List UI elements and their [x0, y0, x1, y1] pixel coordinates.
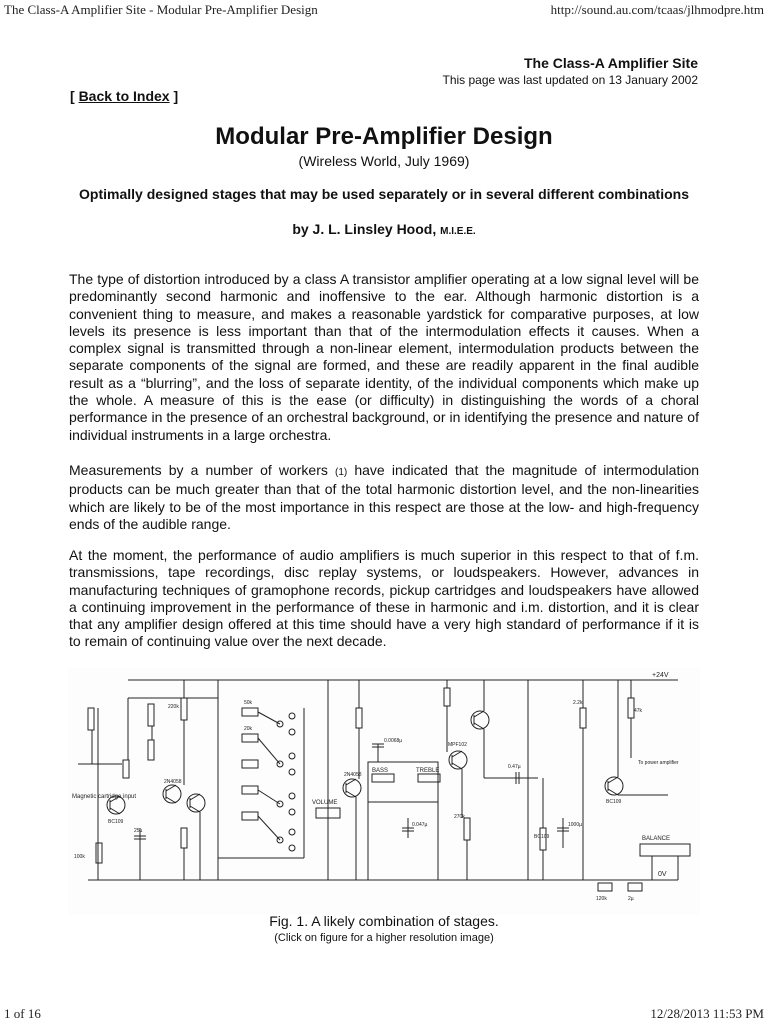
- byline: [0, 221, 768, 237]
- paragraph-2-start: Measurements by a number of workers: [69, 462, 328, 478]
- label-r8: 270k: [454, 814, 465, 820]
- label-supply: +24V: [652, 672, 669, 679]
- print-date: 12/28/2013 11:53 PM: [650, 1006, 764, 1021]
- print-page-url: http://sound.au.com/tcaas/jlhmodpre.htm: [550, 2, 764, 17]
- label-c6: 1000µ: [568, 822, 583, 828]
- paragraph-2-end: have indicated that the magnitude of intermodulation products can be much greater than that of the total harmonic distortion level, and the non-linearities which are likely to be of the most importance in this respect are those at the low- and high-frequency ends of the audible range.: [69, 462, 700, 532]
- label-r5: 47k: [634, 708, 643, 714]
- paragraph-3: At the moment, the performance of audio amplifiers is much superior in this respect to that of f.m. transmissions, tape recordings, disc replay systems, or loudspeakers. However, advances in manufacturing techniques of gramophone records, pickup cartridges and loudspeakers have allowed a continuing improvement in the performance of these in harmonic and i.m. distortion, and it is clear that any amplifier design offered at this time should have a very high standard of performance if it is to remain of continuing value over the next decade.: [69, 547, 699, 650]
- label-tr2: 2N4058: [164, 779, 182, 785]
- reference-marker[interactable]: (1): [335, 467, 348, 478]
- label-tr4: 2N4058: [344, 772, 362, 778]
- open-bracket: [: [70, 88, 75, 104]
- treble-pot: [418, 774, 440, 782]
- label-c1: 25µ: [134, 828, 143, 834]
- input-stage: [72, 680, 218, 880]
- label-tr3: BC109: [534, 834, 550, 840]
- print-footer: [0, 1004, 768, 1024]
- close-bracket: ]: [173, 88, 179, 104]
- back-to-index-link[interactable]: Back to Index: [78, 88, 170, 104]
- label-ground: 0V: [658, 871, 667, 878]
- bass-pot: [372, 774, 394, 782]
- article-source: (Wireless World, July 1969): [298, 153, 470, 169]
- print-header: [0, 0, 768, 20]
- label-c4: 0.0068µ: [384, 738, 403, 744]
- title-block: [0, 122, 768, 170]
- selector-switch-bank: [218, 680, 304, 880]
- label-r1: 100k: [74, 854, 85, 860]
- author: by J. L. Linsley Hood,: [292, 221, 437, 237]
- tone-control-stage: [312, 680, 489, 880]
- label-tr1: BC109: [108, 819, 124, 825]
- label-r4: 20k: [244, 726, 253, 732]
- label-r6: 2.2k: [573, 700, 583, 706]
- label-r3: 50k: [244, 700, 253, 706]
- label-volume: VOLUME: [312, 800, 338, 806]
- label-r7: 120k: [596, 896, 607, 902]
- label-magnetic-input: Magnetic cartridge input: [72, 794, 137, 800]
- circuit-figure[interactable]: [68, 668, 700, 915]
- page-count: 1 of 16: [4, 1006, 41, 1021]
- author-credentials: M.I.E.E.: [440, 226, 476, 237]
- caption-note: (Click on figure for a higher resolution image): [274, 932, 494, 944]
- label-r2: 220k: [168, 704, 179, 710]
- paragraph-1: The type of distortion introduced by a class A transistor amplifier operating at a low signal level will be predominantly second harmonic and inoffensive to the ear. Although harmonic distortion is a convenient thing to measure, and makes a reasonable yardstick for comparative purposes, at low levels its presence is less important than that of the intermodulation effects it causes. When a complex signal is transmitted through a non-linear element, intermodulation products between the separate components of the signal are formed, and these are readily apparent in the final audible result as a “blurring”, and the loss of separate identity, of the individual components which make up the whole. A measure of this is the ease (or difficulty) in distinguishing the words of a choral performance in the presence of an orchestral background, or in identifying the presence and nature of individual instruments in a large orchestra.: [69, 271, 699, 443]
- label-c3: 0.047µ: [412, 822, 428, 828]
- label-tr6: BC109: [606, 799, 622, 805]
- label-output: To power amplifier: [638, 760, 679, 766]
- figure-caption: [0, 913, 768, 944]
- page-title: Modular Pre-Amplifier Design: [215, 123, 553, 150]
- label-balance: BALANCE: [642, 836, 671, 842]
- site-name: The Class-A Amplifier Site: [523, 55, 698, 71]
- resistor-r1: [88, 708, 94, 730]
- label-tr5: MPF102: [448, 742, 467, 748]
- label-treble: TREBLE: [416, 768, 440, 774]
- label-c5: 0.47µ: [508, 764, 521, 770]
- last-updated: This page was last updated on 13 January 2002: [442, 73, 698, 87]
- paragraph-2: [69, 462, 699, 533]
- print-page-title: The Class-A Amplifier Site - Modular Pre-Amplifier Design: [4, 2, 318, 17]
- site-info: [442, 55, 698, 87]
- label-bass: BASS: [372, 768, 389, 774]
- caption-text: Fig. 1. A likely combination of stages.: [269, 913, 499, 929]
- label-c2: 2µ: [628, 896, 634, 902]
- circuit-diagram: [68, 668, 700, 915]
- balance-control: [640, 844, 690, 856]
- back-nav: [70, 88, 178, 104]
- output-stage: [484, 680, 690, 902]
- article-subtitle: Optimally designed stages that may be used separately or in several different combinations: [79, 186, 689, 202]
